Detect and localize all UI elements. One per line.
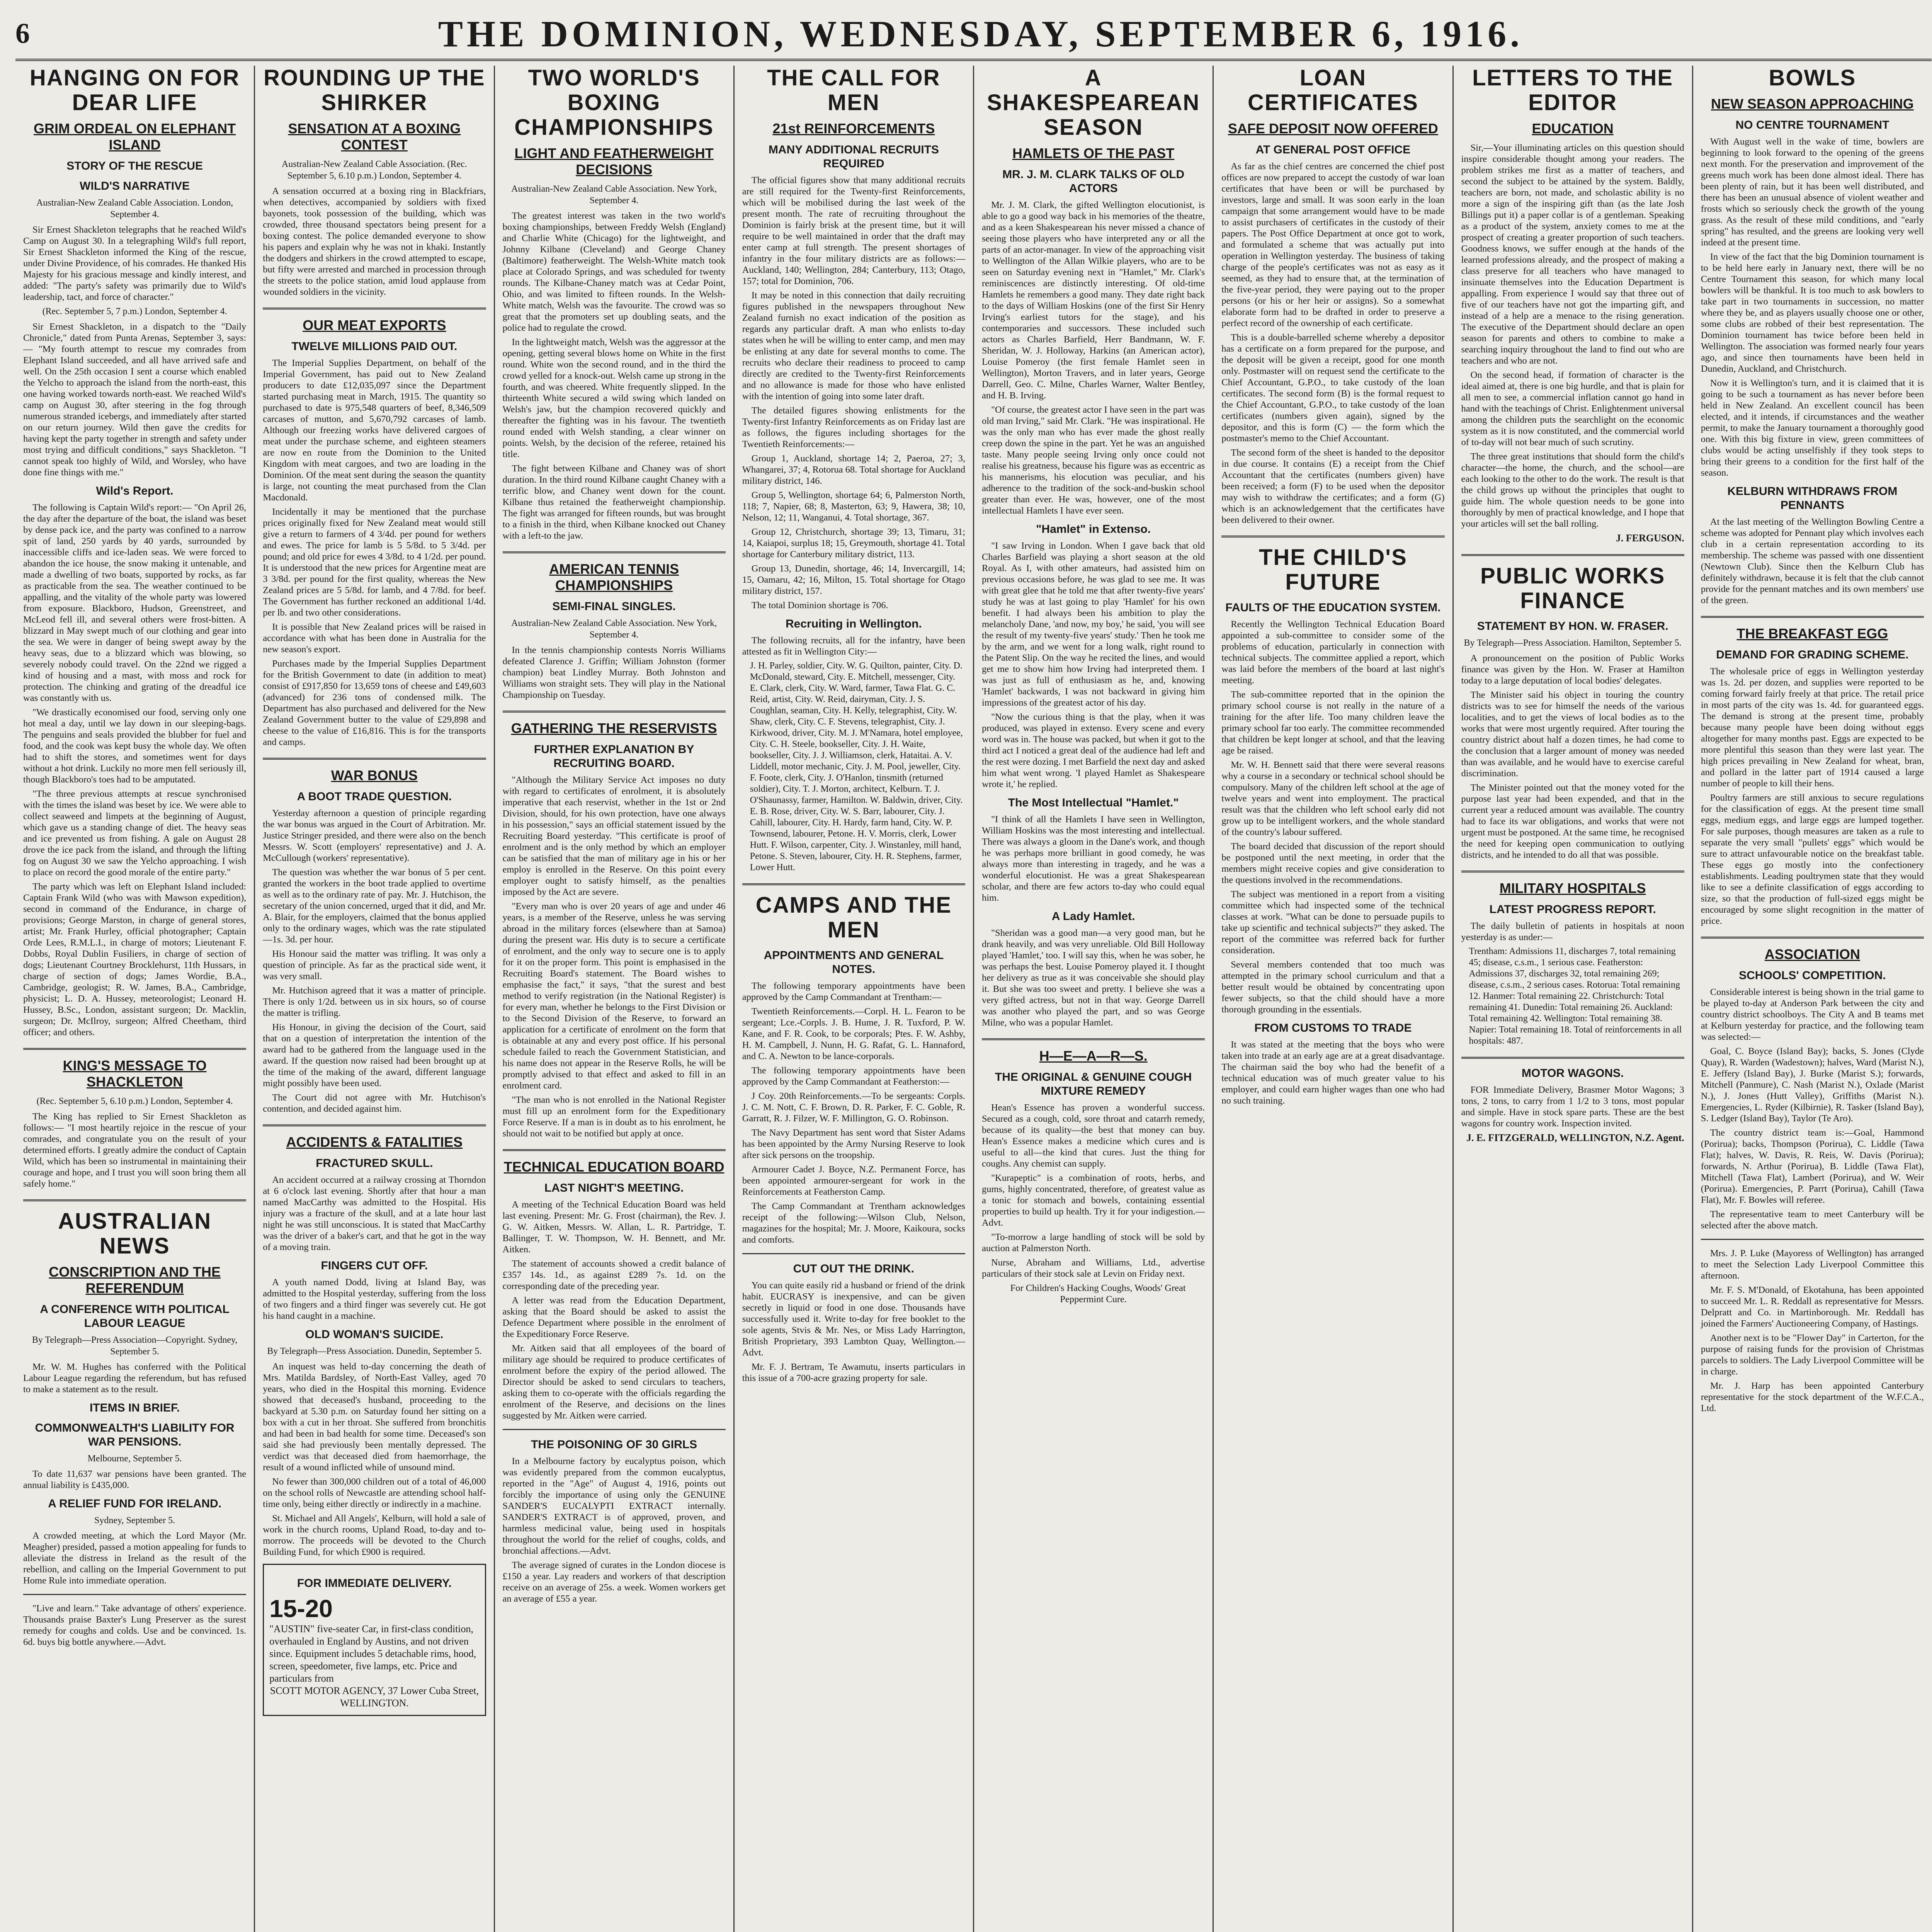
article-text: Sir Ernest Shackleton, in a dispatch to the "Daily Chronicle," dated from Punta Arenas, September 3, says:— "My fourth attempt to rescue my comrades from Elephant Island succeeded, and all have arrived safe and well. On the 25th occasion I sent a course which enabled the Yelcho to approach the island from the north-east, this one having worked towards north-east. We reached Wild's camp on August 30, after steering in the fog through numerous stranded icebergs, and immediately after started on our return journey. Wild then gave the credits for having kept the party together in strength and safety under most trying and difficult conditions," says Shackleton. "I cannot speak too highly of Wild, and Worsley, who have done fine things with me." — [23, 321, 247, 478]
subheadline: NO CENTRE TOURNAMENT — [1735, 119, 1889, 131]
article-text: The second form of the sheet is handed to the depositor in due course. It contains (E) a receipt from the Chief Accountant that the certificates (numbers given) have been received; a form (F) to be used when the depositor may wish to withdraw the certificates; and a form (G) which is an acknowledgement that the certificates have been delivered to their owner. — [1221, 447, 1445, 525]
article-text: "I saw Irving in London. When I gave back that old Charles Barfield was playing a short season at the old Royal. As I, with other amateurs, had assisted him on previous occasions before, he was glad to see me. It was with great glee that he told me that after twenty-five years' study he was at last going to play 'Hamlet' for his own benefit. I had always been his ambition to play the melancholy Dane, 'and now, my boy,' he said, 'you will see the result of my twenty-five years' study.' Then he took me by the arm, and we went for a long walk, right round to the Patent Slip. On the way he recited the lines, and would get me to show him how Irving had interpreted them. I was just as full of enthusiasm as he, and, knowing 'Hamlet' backwards, I was not backward in giving him impressions of the greatest actor of his day. — [982, 541, 1205, 708]
divider — [263, 758, 486, 760]
divider — [263, 1124, 486, 1126]
divider — [23, 1594, 246, 1595]
newspaper-title: THE DOMINION, WEDNESDAY, SEPTEMBER 6, 1916. — [438, 13, 1524, 54]
article-text: In the tennis championship contests Norris Williams defeated Clarence J. Griffin; William Johnston (former champion) beat Lindley Murray. Both Johnston and Williams won straight sets. They will play in the National Championship on Tuesday. — [502, 645, 726, 700]
ad-text: "AUSTIN" five-seater Car, in first-class condition, overhauled in England by Austins, and not driven since. Equipment includes 5 detachable rims, hood, screen, speedometer, five lamps, etc. Price and particulars from — [269, 1623, 476, 1684]
subheadline: A CONFERENCE WITH POLITICAL LABOUR LEAGUE — [40, 1303, 230, 1330]
article-text: The following is Captain Wild's report:— "On April 26, the day after the departure of the boat, the island was beset by dense pack ice, and the party was confined to a narrow spit of land, 250 yards by 40 yards, surrounded by inaccessible cliffs and ice-laden seas. We were forced to abandon the ice house, the snow making it untenable, and made a dwelling of two boats, supported by rocks, as far as practicable from the sea. The weather continued to be appalling, and the vitality of the whole party was lowered from exposure. Blackboro, Hudson, Greenstreet, and McLeod fell ill, and several others were frost-bitten. A blizzard in May swept much of our clothing and gear into the sea. We were in danger of being swept away by the heavy seas, due to a blizzard which was blowing, so severely nobody could travel. On the 22nd we rigged a kind of housing and a mast, with moss and rock for protection. The chinking and grating of the dreadful ice was constantly with us. — [23, 502, 247, 703]
article-text: Mr. W. M. Hughes has conferred with the Political Labour League regarding the referendum, but has refused to make a statement as to the result. — [23, 1362, 247, 1395]
headline: THE BREAKFAST EGG — [1736, 626, 1888, 641]
subheadline: FURTHER EXPLANATION BY RECRUITING BOARD. — [534, 743, 694, 770]
article-text: As far as the chief centres are concerned the chief post offices are now prepared to accept the custody of war loan certificates that have been or will be purchased by investors, large and small. It was soon early in the loan campaign that some arrangement would have to be made to assist purchasers of certificates in the custody of their papers. The Post Office Department at once got to work, and formulated a scheme that was actually put into operation in Wellington yesterday. The business of taking charge of the people's certificates was not as easy as it seemed, as they had to ensure that, at the termination of the five-year period, they were paying out to the proper persons (or his or her heir or assigns). So a somewhat elaborate form had to be drafted in order to preserve a perfect record of the ownership of each certificate. — [1221, 161, 1445, 328]
letter-text: On the second head, if formation of character is the ideal aimed at, there is one big hurdle, and that is plain for all men to see, a commercial inflation cannot go hand in hand with the teachings of Christ. Enlightenment universal among the children puts the searchlight on the economic system as it is now constituted, and the commercial world of to-day will not bear much of such scrutiny. — [1461, 370, 1684, 447]
article-text: The question was whether the war bonus of 5 per cent. granted the workers in the boot trade applied to overtime as well as to the ordinary rate of pay. Mr. J. Hutchison, the secretary of the union concerned, urged that it did, and Mr. A. Blair, for the employers, claimed that the bonus applied only to the ordinary wages, which was the rate stipulated—1s. 3d. per hour. — [263, 867, 486, 945]
headline: GATHERING THE RESERVISTS — [511, 720, 717, 736]
divider — [742, 1253, 965, 1254]
article-text: Mr. J. Harp has been appointed Canterbury representative for the stock department of the W.F.C.A., Ltd. — [1701, 1381, 1924, 1413]
column-8 — [1693, 66, 1932, 1932]
headline: THE CHILD'S FUTURE — [1259, 545, 1407, 595]
divider — [503, 711, 726, 713]
dateline: Australian-New Zealand Cable Association. New York, September 4. — [511, 618, 717, 640]
divider — [1701, 1239, 1924, 1240]
subheadline: FROM CUSTOMS TO TRADE — [1254, 1022, 1412, 1034]
article-text: The Minister pointed out that the money voted for the purpose last year had been expended, and that in the current year a reduced amount was available. The country had to face its war obligations, and works that were not urgent must be postponed. At the same time, he recognised the need for keeping open communication to outlying districts, and he intended to do all that was possible. — [1461, 782, 1684, 860]
article-text: Nurse, Abraham and Williams, Ltd., advertise particulars of their stock sale at Levin on Friday next. — [982, 1257, 1205, 1279]
subheadline: STORY OF THE RESCUE — [66, 160, 203, 172]
divider — [1461, 871, 1684, 872]
article-text: A sensation occurred at a boxing ring in Blackfriars, when detectives, accompanied by soldiers with fixed bayonets, took possession of the building, which was crowded, three thousand spectators being present for a boxing contest. The police demanded everyone to show his papers and explain why he was not in khaki. Instantly the dodgers and shirkers in the crowd attempted to escape, but fifty were arrested and marched in procession through the streets to the police station, amid loud applause from wounded soldiers in the vicinity. — [263, 186, 486, 297]
subheadline: CUT OUT THE DRINK. — [793, 1262, 915, 1275]
headline: ACCIDENTS & FATALITIES — [286, 1134, 463, 1150]
headline: AUSTRALIAN NEWS — [58, 1209, 212, 1259]
subheadline: FINGERS CUT OFF. — [321, 1259, 428, 1272]
article-text: In a Melbourne factory by eucalyptus poison, which was evidently prepared from the common eucalyptus, reported in the "Age" of August 4, 1916, points out forcibly the importance of using only the GENUINE SANDER'S EUCALYPTI EXTRACT internally. SANDER'S EXTRACT is of approved, proven, and harmless medicinal value, being used in hospitals throughout the world for the relief of coughs, colds, and bronchial affections.—Advt. — [502, 1456, 726, 1556]
ad-subheadline: THE ORIGINAL & GENUINE COUGH MIXTURE REMEDY — [995, 1071, 1192, 1097]
article-text: Group 13, Dunedin, shortage, 46; 14, Invercargill, 14; 15, Oamaru, 42; 16, Milton, 15. Total shortage for Otago military district, 157. — [742, 563, 965, 596]
column-3 — [495, 66, 735, 1932]
dateline: By Telegraph—Press Association. Dunedin, September 5. — [267, 1346, 482, 1356]
article-text: Yesterday afternoon a question of principle regarding the war bonus was argued in the Court of Arbitration. Mr. Justice Stringer presided, and there were also on the bench Messrs. W. Scott (employers' representative) and J. A. McCullough (workers' representative). — [263, 808, 486, 863]
subheadline: MR. J. M. CLARK TALKS OF OLD ACTORS — [1002, 168, 1185, 195]
headline: ASSOCIATION — [1764, 946, 1861, 962]
car-advertisement — [263, 1564, 486, 1716]
dateline: By Telegraph—Press Association—Copyright. Sydney, September 5. — [32, 1335, 238, 1357]
article-text: Now it is Wellington's turn, and it is claimed that it is going to be such a tournament as has never before been held in New Zealand. An excellent council has been elected, and it intends, if circumstances and the weather permit, to make the January tournament a thoroughly good one. With this big fixture in view, green committees of clubs would be acting unselfishly if they took steps to bring their greens to a condition for the first half of the season. — [1701, 378, 1924, 478]
article-text: A pronouncement on the position of Public Works finance was given by the Hon. W. Fraser at Hamilton today to a large deputation of local bodies' delegates. — [1461, 653, 1684, 686]
article-text: The greatest interest was taken in the two world's boxing championships, between Freddy Welsh (England) and Charlie White (Chicago) for the lightweight, and Johnny Kilbane (Cleveland) and George Chaney (Baltimore) featherweight. The Welsh-White match took place at Colorado Springs, and was scheduled for twenty rounds. The Kilbane-Chaney match was at Cedar Point, Ohio, and was limited to fifteen rounds. In the Welsh-White match, Welsh was the favourite. The crowd was so great that the promoters set up doubling seats, and the police had to regulate the crowd. — [502, 211, 726, 333]
subheadline: FAULTS OF THE EDUCATION SYSTEM. — [1225, 601, 1441, 614]
divider — [1701, 616, 1924, 618]
columns — [15, 66, 1932, 1932]
article-text: The country district team is:—Goal, Hammond (Porirua); backs, Thompson (Porirua), C. Liddle (Tawa Flat); halves, W. Davis, R. Reis, W. Davis (Porirua); forwards, N. Arthur (Porirua), B. Liddle (Tawa Flat), Mitchell (Tawa Flat), Lambert (Porirua), and W. Weir (Porirua). Emergencies, P. Parrt (Porirua), Cahill (Tawa Flat), Mr. F. Bowles will referee. — [1701, 1128, 1924, 1205]
divider — [503, 1429, 726, 1430]
divider — [742, 883, 965, 885]
subheadline: Wild's Report. — [96, 485, 173, 497]
headline: KING'S MESSAGE TO SHACKLETON — [63, 1058, 207, 1090]
subheadline: Recruiting in Wellington. — [785, 617, 922, 630]
advertisement: For Children's Hacking Coughs, Woods' Great Peppermint Cure. — [1010, 1283, 1186, 1304]
article-text: "I think of all the Hamlets I have seen in Wellington, William Hoskins was the most interesting and intellectual. There was always a gloom in the Dane's work, and though he was perhaps more brilliant in good comedy, he was always more than interesting in tragedy, and he was a wonderful elocutionist. He was a great Shakespearean scholar, and there are few actors to-day who could equal him. — [982, 814, 1205, 903]
headline: TWO WORLD'S BOXING CHAMPIONSHIPS — [514, 66, 714, 140]
subheadline: STATEMENT BY HON. W. FRASER. — [1477, 620, 1668, 633]
subheadline: A BOOT TRADE QUESTION. — [297, 790, 452, 803]
article-text: Twentieth Reinforcements.—Corpl. H. L. Fearon to be sergeant; Lce.-Corpls. J. B. Hume, J. R. Tuxford, P. W. Kane, and F. R. Cook, to be corporals; Ptes. F. W. Ashby, H. M. Campbell, J. Nunn, H. G. Rafat, G. L. Hannaford, and C. A. Newton to be lance-corporals. — [742, 1006, 965, 1061]
article-text: "Sheridan was a good man—a very good man, but he drank heavily, and was very unreliable. Old Bill Holloway played 'Hamlet,' too. I will say this, when he was sober, he was perhaps the best. Louise Pomeroy played it. I thought her delivery as true as it was conceivable she should play it. But she was too sweet and pretty. I believe she was a very gifted actress, but not in that way. George Darrell was another who played the part, and so was George Milne, who was a popular Hamlet. — [982, 928, 1205, 1028]
article-text: His Honour, in giving the decision of the Court, said that on a question of interpretation the intention of the award had to be gathered from the language used in the award. If the question now raised had been brought up at the time of the making of the award, different language might possibly have been used. — [263, 1022, 486, 1088]
ad-signature: J. E. FITZGERALD, WELLINGTON, N.Z. Agent. — [1466, 1132, 1684, 1143]
divider — [263, 308, 486, 310]
subheadline: ITEMS IN BRIEF. — [89, 1401, 180, 1414]
article-text: The representative team to meet Canterbury will be selected after the above match. — [1701, 1209, 1924, 1231]
column-5 — [974, 66, 1214, 1932]
article-text: "We drastically economised our food, serving only one hot meal a day, until we lay down in our sleeping-bags. The penguins and seals provided the blubber for fuel and food, and the cook was kept busy the whole day. We often had to shift the stores, and sometimes went for days without a hot drink. Luckily no more men fell seriously ill, though Blackboro's toes had to be amputated. — [23, 707, 247, 785]
column-6 — [1214, 66, 1453, 1932]
headline: HANGING ON FOR DEAR LIFE — [29, 66, 240, 115]
article-text: J Coy. 20th Reinforcements.—To be sergeants: Corpls. J. C. M. Nott, C. F. Brown, D. R. Parker, F. C. Goble, R. Garratt, R. J. Filzer, W. F. Millington, G. O. Robinson. — [742, 1091, 965, 1124]
dateline: Australian-New Zealand Cable Association. New York, September 4. — [511, 184, 717, 206]
headline: THE CALL FOR MEN — [767, 66, 940, 115]
article-text: The party which was left on Elephant Island included: Captain Frank Wild (who was with Mawson expedition), second in command of the Endurance, in charge of provisions; George Marston, in charge of general stores, artist; Mr. Frank Hurley, official photographer; Captain Orde Lees, R.M.L.I., in charge of motors; Lieutenant F. Dobbs, Royal Dublin Fusiliers, in charge of section of dogs; Lieutenant Courtney Brocklehurst, 11th Hussars, in charge of section of dogs; James Wordie, B.A., Cambridge, geologist; R. W. James, B.A., Cambridge, physicist; L. D. A. Hussey, meteorologist; Leonard H. Hussey, B.Sc., London, assistant surgeon; Dr. Macklin, surgeon; Dr. McIlroy, surgeon; Alfred Cheetham, third officer; and others. — [23, 881, 247, 1037]
divider — [503, 1149, 726, 1151]
article-text: The Imperial Supplies Department, on behalf of the Imperial Government, has paid out to New Zealand producers to date £12,035,097 since the Department started purchasing meat in March, 1915. The quantity so purchased to date is 975,548 quarters of beef, 8,346,509 carcases of mutton, and 5,670,792 carcases of lamb. Although our freezing works have delivered cargoes of meat under the purchase scheme, and eighteen steamers are now en route from the Dominion to the United Kingdom with meat cargoes, and two are loading in the Dominion. Of the meat sent during the season the quantity is large, not counting the meat purchased from the Clan Macdonald. — [263, 358, 486, 503]
article-text: The official figures show that many additional recruits are still required for the Twenty-first Reinforcements, which will be mobilised during the last week of the present month. The rate of recruiting throughout the Dominion is fairly brisk at the present time, but it will require to be well maintained in order that the draft may enter camp at full strength. The present shortages of infantry in the four military districts are as follows:—Auckland, 140; Wellington, 284; Canterbury, 113; Otago, 157; total for Dominion, 706. — [742, 175, 965, 286]
subheadline: SEMI-FINAL SINGLES. — [552, 600, 676, 613]
article-text: Mr. W. H. Bennett said that there were several reasons why a course in a secondary or technical school should be compulsory. Many of the children left school at the age of twelve years and went into employment. The practical result was that the children who left school early did not grow up to be intelligent workers, and the whole standard of the country's labour suffered. — [1221, 760, 1445, 837]
article-text: It may be noted in this connection that daily recruiting figures published in the newspapers throughout New Zealand furnish no exact indication of the position as regards any particular draft. A man who enlists to-day states when he will be willing to enter camp, and men may be enlisting at any date for several months to come. The recruits who declare their readiness to proceed to camp directly are credited to the Twenty-first Reinforcements and no allowance is made for those who have enlisted with the intention of going into some later draft. — [742, 290, 965, 401]
article-text: The fight between Kilbane and Chaney was of short duration. In the third round Kilbane caught Chaney with a terrific blow, and Chaney went down for the count. Kilbane thus retained the featherweight championship. The fight was arranged for fifteen rounds, but was brought to a finish in the third, when Kilbane knocked out Chaney with a left-to the jaw. — [502, 463, 726, 541]
article-text: Goal, C. Boyce (Island Bay); backs, S. Jones (Clyde Quay), R. Warden (Wadestown); halves, Ward (Marist N.), E. Jeffery (Island Bay), J. Burke (Marist S.); forwards, Mitchell (Panmure), C. Nash (Marist N.), Oxlade (Marist N.), J. Jones (Hutt Valley), Griffiths (Marist N.). Emergencies, L. Ryder (Kilbirnie), R. Tasker (Island Bay), S. Ledger (Island Bay), Taylor (Te Aro). — [1701, 1046, 1924, 1124]
subheadline: APPOINTMENTS AND GENERAL NOTES. — [764, 949, 944, 976]
dateline: (Rec. September 5, 7 p.m.) London, September 4. — [42, 306, 227, 316]
subheadline: 21st REINFORCEMENTS — [772, 121, 935, 136]
dateline: Australian-New Zealand Cable Association. London, September 4. — [36, 198, 233, 219]
subheadline: EDUCATION — [1532, 121, 1614, 136]
subheadline: CONSCRIPTION AND THE REFERENDUM — [49, 1264, 221, 1296]
advertisement: You can quite easily rid a husband or friend of the drink habit. EUCRASY is inexpensive, and can be given secretly in liquid or food in one dose. Thousands have successfully used it. Write to-day for free booklet to the sole agents, Stvis & Mr. Nes, or Miss Lady Harrington, British Proprietary, 393 Lambton Quay, Wellington.—Advt. — [742, 1280, 965, 1358]
article-text: With August well in the wake of time, bowlers are beginning to look forward to the opening of the greens next month. For the preservation and improvement of the greens much work has been done almost ideal. There has been plenty of rain, but it has been well distributed, and there has been an unusual absence of violent weather and frosts which so seriously check the growth of the young grass. As the result of these mild conditions, and "early spring" has resulted, and the greens are looking very well indeed at the present time. — [1701, 136, 1924, 248]
divider — [23, 1048, 246, 1050]
hospital-list: Trentham: Admissions 11, discharges 7, total remaining 45; disease, c.s.m., 1 serious case. Featherston: Admissions 37, discharges 32, total remaining 269; disease, c.s.m., 2 serious cases. Rotorua: Total remaining 12. Hanmer: Total remaining 22. Christchurch: Total remaining 41. Dunedin: Total remaining 26. Auckland: Total remaining 42. Wellington: Total remaining 38. Napier: Total remaining 18. Total of reinforcements in all hospitals: 487. — [1469, 946, 1682, 1046]
article-text: The average signed of curates in the London diocese is £150 a year. Lay readers and workers of that description receive on an average of 25s. a week. Women workers get an average of £55 a year. — [502, 1560, 726, 1604]
subheadline: GRIM ORDEAL ON ELEPHANT ISLAND — [33, 121, 236, 153]
subheadline: HAMLETS OF THE PAST — [1012, 145, 1175, 161]
dateline: Australian-New Zealand Cable Association. (Rec. September 5, 6.10 p.m.) London, September 4. — [281, 159, 467, 181]
article-text: A crowded meeting, at which the Lord Mayor (Mr. Meagher) presided, passed a motion appealing for funds to alleviate the distress in Ireland as the result of the rebellion, and calling on the Imperial Government to put Home Rule into immediate operation. — [23, 1531, 247, 1586]
article-text: The Minister said his object in touring the country districts was to see for himself the needs of the various localities, and to get the views of local bodies as to the works that were most urgently required. After touring the country district about half a dozen times, he had come to the conclusion that a larger amount of money was needed than was available, and he would have to exercise careful discrimination. — [1461, 690, 1684, 779]
divider — [1221, 536, 1444, 537]
advertisement: "Live and learn." Take advantage of others' experience. Thousands praise Baxter's Lung Preserver as the surest remedy for coughs and colds. Use and be convinced. 1s. 6d. buys big bottle anywhere.—Advt. — [23, 1603, 247, 1647]
article-text: "Every man who is over 20 years of age and under 46 years, is a member of the Reserve, unless he was serving abroad in the military forces (elsewhere than at Samoa) during the present war. His duty is to secure a certificate of enrolment, and the only way to secure one is to apply for it on the proper form. This point is emphasised in the Recruiting Board's statement. The Board wishes to emphasise the fact," it says, "that the surest and best method to verify registration (in the National Register) is for every man, whether he belongs to the First Division or to the Second Division of the Reserve, to forward an application for a certificate of enrolment on the form that is obtainable at any and every post office. If his personal schedule failed to reach the Government Statistician, and his name does not appear in the Reserve Rolls, he will be promptly advised to that effect and asked to fill in an enrolment card. — [502, 901, 726, 1091]
article-text: In the lightweight match, Welsh was the aggressor at the opening, getting several blows home on White in the first round. White won the second round, and in the third the crowd yelled for a knock-out. Welsh came up strong in the fourth, and was cheered. White frequently slipped. In the thirteenth White secured a wild swing which landed on Welsh's jaw, but the champion recovered quickly and thereafter the fighting was in his favour. The twentieth round ended with Welsh standing, a clear winner on points. Welsh, by the decision of the referee, retained his title. — [502, 337, 726, 459]
article-text: Another next is to be "Flower Day" in Carterton, for the purpose of raising funds for the provision of Christmas parcels to soldiers. The Lady Liverpool Committee will be in charge. — [1701, 1333, 1924, 1377]
article-text: Group 1, Auckland, shortage 14; 2, Paeroa, 27; 3, Whangarei, 37; 4, Rotorua 68. Total shortage for Auckland military district, 146. — [742, 453, 965, 486]
ad-heading: FOR IMMEDIATE DELIVERY. — [297, 1577, 452, 1590]
article-text: The King has replied to Sir Ernest Shackleton as follows:— "I most heartily rejoice in the rescue of your comrades, and congratulate you on the result of your determined efforts. I greatly admire the conduct of Captain Wild, which has been so instrumental in maintaining their courage and hope, and I trust you will soon bring them all safely home." — [23, 1111, 247, 1189]
article-text: The Camp Commandant at Trentham acknowledges receipt of the following:—Wilson Club, Nelson, magazines for the hospital; Mr. J. Moore, Kaikoura, socks and comforts. — [742, 1201, 965, 1245]
article-text: Considerable interest is being shown in the trial game to be played to-day at Anderson Park between the city and country district schoolboys. The City A and B teams met at Kelburn yesterday for practice, and the following team was selected:— — [1701, 987, 1924, 1042]
headline: OUR MEAT EXPORTS — [303, 317, 446, 333]
headline: LETTERS TO THE EDITOR — [1472, 66, 1673, 115]
article-text: The wholesale price of eggs in Wellington yesterday was 1s. 2d. per dozen, and supplies were reported to be coming forward fairly freely at that price. The retail price in most parts of the city was 1s. 4d. for guaranteed eggs. The demand is strong at the present time, probably because many people have been doing without eggs altogether for many months past. Eggs are expected to be more plentiful this season than they were last year. The high prices prevailing in New Zealand for wheat, bran, and pollard in the latter part of 1914 caused a large number of people to kill their hens. — [1701, 666, 1924, 789]
article-text: An inquest was held to-day concerning the death of Mrs. Matilda Bardsley, of North-East Valley, aged 70 years, who died in the Hospital this morning. Evidence showed that deceased's husband, proceeding to the backyard at 5.30 p.m. on Saturday found her sitting on a box with a cut in her throat. She suffered from bronchitis and had been in bad health for some time. Deceased's son said she had previously been mentally depressed. The verdict was that deceased died from haemorrhage, the result of a wound inflicted while of unsound mind. — [263, 1361, 486, 1473]
page-number: 6 — [15, 17, 30, 49]
article-text: Poultry farmers are still anxious to secure regulations for the classification of eggs. At the present time small eggs, medium eggs, and large eggs are lumped together. For sale purposes, though measures are taken as a rule to separate the very small "pullets' eggs" which would be sure to attract unfavourable notice on the breakfast table. These eggs go mostly into the confectionery establishments. Leading poultrymen state that they would like to see a definite classification of eggs according to size, so that the production of full-sized eggs might be encouraged by some slight recognition in the matter of price. — [1701, 793, 1924, 926]
article-text: The following temporary appointments have been approved by the Camp Commandant at Trentham:— — [742, 981, 965, 1002]
article-text: Mrs. J. P. Luke (Mayoress of Wellington) has arranged to meet the Selection Lady Liverpool Committee this afternoon. — [1701, 1248, 1924, 1281]
column-7 — [1454, 66, 1693, 1932]
column-4 — [735, 66, 974, 1932]
letter-signature: J. FERGUSON. — [1616, 532, 1684, 544]
divider — [503, 551, 726, 553]
article-text: Recently the Wellington Technical Education Board appointed a sub-committee to consider some of the problems of education, particularly in connection with technical subjects. The committee applied a report, which was laid before the members of the board at last night's meeting. — [1221, 619, 1445, 685]
subheadline: SENSATION AT A BOXING CONTEST — [288, 121, 461, 153]
article-text: "The three previous attempts at rescue synchronised with the times the island was beset by ice. We were able to collect seaweed and limpets at the beginning of August, which gave us a standing change of diet. The heavy seas and ice prevented us from fishing. A gale on August 28 drove the ice pack from the island, and through the lifting fog on August 30 we saw the Yelcho approaching. I wish to place on record the good morale of the entire party." — [23, 789, 247, 878]
article-text: It was stated at the meeting that the boys who were taken into trade at an early age are at a great disadvantage. The chairman said the boy who had the benefit of a technical education was of much greater value to his employer, and could earn higher wages than one who had no such training. — [1221, 1039, 1445, 1106]
advertisement: "Kurapeptic" is a combination of roots, herbs, and gums, highly concentrated, therefore, of greatest value as a tonic for stomach and bowels, containing essential properties to build up health. Try it for your indigestion.—Advt. — [982, 1173, 1205, 1228]
divider — [1461, 554, 1684, 556]
article-text: Group 5, Wellington, shortage 64; 6, Palmerston North, 118; 7, Napier, 68; 8, Masterton, 63; 9, Hawera, 38; 10, Nelson, 12; 11, Wanganui, 4. Total shortage, 367. — [742, 490, 965, 523]
subheadline: SCHOOLS' COMPETITION. — [1739, 969, 1886, 982]
article-text: Group 12, Christchurch, shortage 39; 13, Timaru, 31; 14, Kaiapoi, surplus 18; 15, Greymouth, shortage 41. Total shortage for Canterbury military district, 113. — [742, 527, 965, 560]
article-text: "Although the Military Service Act imposes no duty with regard to certificates of enrolment, it is absolutely imperative that each reservist, whether in the 1st or 2nd Division, should, for his own protection, have one always in his possession," says an official statement issued by the Recruiting Board yesterday. "This certificate is proof of enrolment and is the only method by which an employer can be satisfied that the man of military age in his or her employ is enrolled in the Reserve. On this point every employer ought to satisfy himself, as the penalties imposed by the Act are severe. — [502, 775, 726, 897]
subheadline: AT GENERAL POST OFFICE — [1255, 143, 1411, 156]
ad-signature: SCOTT MOTOR AGENCY, 37 Lower Cuba Street, WELLINGTON. — [270, 1685, 479, 1709]
ad-headline: H—E—A—R—S. — [1039, 1048, 1148, 1064]
subheadline: COMMONWEALTH'S LIABILITY FOR WAR PENSIONS. — [35, 1422, 235, 1448]
article-text: An accident occurred at a railway crossing at Thorndon at 6 o'clock last evening. Shortly after that hour a man named MacCarthy was admitted to the Hospital. His injury was a fracture of the skull, and at a late hour last night he was still unconscious. It is stated that MacCarthy was the driver of a baker's cart, and that he got in the way of a moving train. — [263, 1175, 486, 1252]
subheadline: DEMAND FOR GRADING SCHEME. — [1716, 648, 1909, 661]
article-text: No fewer than 300,000 children out of a total of 46,000 on the school rolls of Newcastle are attending school half-time only, being either directly or indirectly in a machine. — [263, 1476, 486, 1509]
divider — [1461, 1057, 1684, 1059]
headline: BOWLS — [1769, 66, 1856, 90]
subheadline: "Hamlet" in Extenso. — [1036, 523, 1151, 536]
subheadline: WILD'S NARRATIVE — [80, 180, 190, 192]
article-text: "The man who is not enrolled in the National Register must fill up an enrolment form for the Expeditionary Force Reserve. If a man is in doubt as to his enrolment, he should not wait to be notified but apply at once. — [502, 1095, 726, 1139]
article-text: Mr. J. M. Clark, the gifted Wellington elocutionist, is able to go a good way back in his memories of the theatre, and as a keen Shakespearean his never missed a chance of seeing those players who have interpreted any or all the parts of an actor-manager. In view of the approaching visit to Wellington of the Allan Wilkie players, who are to be seen on Saturday evening next in "Hamlet," Mr. Clark's reminiscences are distinctly interesting. Of old-time Hamlets he remembers a good many. They date right back to the days of William Hoskins (one of the first Sir Henry Irving's earliest tutors for the stage), and his contemporaries and successors. These included such actors as Charles Barfield, Herr Bandmann, W. F. Sheridan, W. J. Holloway, Harkins (an American actor), Louise Pomeroy (the first female Hamlet seen in Wellington), Morton Travers, and in later years, George Darrell, Geo. C. Milne, Charles Warner, Walter Bentley, and H. B. Irving. — [982, 200, 1205, 401]
article-text: The Navy Department has sent word that Sister Adams has been appointed by the Army Nursing Reserve to look after sick persons on the troopship. — [742, 1128, 965, 1160]
article-text: The Court did not agree with Mr. Hutchison's contention, and decided against him. — [263, 1092, 486, 1114]
masthead — [15, 9, 1932, 61]
article-text: His Honour said the matter was trifling. It was only a question of principle. As far as the practical side went, it was very small. — [263, 949, 486, 981]
subheadline: TWELVE MILLIONS PAID OUT. — [291, 340, 457, 353]
column-1 — [15, 66, 255, 1932]
divider — [23, 1199, 246, 1201]
recruit-list: J. H. Parley, soldier, City. W. G. Quilton, painter, City. D. McDonald, steward, City. E. Mitchell, messenger, City. E. Clark, clerk, City. W. Ward, farmer, Tawa Flat. G. C. Reid, artist, City. W. Reid, dairyman, City. J. S. Coughlan, seaman, City. H. Kelly, telegraphist, City. W. Shaw, clerk, City. C. F. Stevens, telegraphist, City. J. Kirkwood, driver, City. M. J. M'Namara, hotel employee, City. C. H. Steele, bookseller, City. J. H. Waite, bookseller, City. J. J. Williamson, clerk, Hataitai. A. V. Liddell, motor mechanic, City. J. M. Pool, jeweller, City. F. Foote, clerk, City. J. O'Hanlon, tinsmith (returned soldier), City. T. J. Morton, architect, Kelburn. T. J. O'Shaunassy, farmer, Hamilton. W. Baldwin, driver, City. E. B. Rose, driver, City. W. S. Barr, labourer, City. J. Cahill, labourer, City. H. Hardy, farm hand, City. W. P. Townsend, labourer, Petone. H. V. Morris, clerk, Lower Hutt. F. Wilson, carpenter, City. J. Winstanley, mill hand, Petone. S. Steven, labourer, City. H. R. Stephens, farmer, Lower Hutt. — [750, 661, 963, 872]
column-2 — [255, 66, 495, 1932]
advertisement: Hean's Essence has proven a wonderful success. Secured as a cough, cold, sore throat and catarrh remedy, because of its quality—the best that money can buy. Hean's Essence makes a medicine which cures and is useful to all—the kind that cures. Just the thing for coughs. Any chemist can supply. — [982, 1102, 1205, 1169]
ad-price: 15-20 — [269, 1595, 333, 1622]
subheadline: OLD WOMAN'S SUICIDE. — [305, 1328, 444, 1341]
divider — [982, 1038, 1205, 1040]
letter-text: Sir,—Your illuminating articles on this question should inspire considerable thought among your readers. The problem strikes me first as a matter of teachers, and second the subject to be attained by the system. Baldly, teachers are born, not made, and scholastic ability is no more a sign of the inspiring gift than (as the late Josh Billings put it) a paper collar is of a gentleman. Speaking as a product of the system, anxiety comes to me at the prospect of creating a greater proportion of such teachers. Goodness knows, we suffer enough at the hands of the learned professions already, and the prospect of making a class preserve for all teachers who have managed to insinuate themselves into the Education Department is appalling. From experience I would say that three out of five of our teachers have not got the imparting gift, and instead of a help are a menace to the rising generation. The executive of the Department should declare an open season for parents and others to combine to make a searching inquiry throughout the land to find out who are teachers and who are not. — [1461, 143, 1684, 366]
subheadline: THE POISONING OF 30 GIRLS — [531, 1438, 697, 1451]
article-text: "Now the curious thing is that the play, when it was produced, was played in extenso. Every scene and every word was in. The house was packed, but when it got to the third act I noticed a great deal of the audience had left and the rest were dozing. I met Barfield the next day and asked him what went wrong. 'I played Hamlet as Shakespeare wrote it,' he replied. — [982, 712, 1205, 789]
article-text: The following temporary appointments have been approved by the Camp Commandant at Featherston:— — [742, 1065, 965, 1087]
article-text: At the last meeting of the Wellington Bowling Centre a scheme was adopted for Pennant play which involves each club in a certain representation according to its membership. The scheme was passed with one dissentient (Newtown Club). Since then the Kelburn Club has definitely withdrawn, because it is felt that the club cannot provide for the pennant matches and its own members' use of the green. — [1701, 517, 1924, 605]
headline: CAMPS AND THE MEN — [755, 893, 952, 942]
article-text: A letter was read from the Education Department, asking that the Board should be asked to assist the Defence Department where possible in the enrolment of the Expeditionary Force Reserve. — [502, 1295, 726, 1339]
headline: LOAN CERTIFICATES — [1247, 66, 1418, 115]
article-text: The sub-committee reported that in the opinion the primary school course is not really in the nature of a training for the after life. Too many children leave the primary school far too early. The committee recommended that children be kept longer at school, and that the leaving age be raised. — [1221, 689, 1445, 756]
subheadline: A Lady Hamlet. — [1051, 910, 1135, 923]
article-text: The statement of accounts showed a credit balance of £357 14s. 1d., as against £289 7s. 1d. on the corresponding date of the preceding year. — [502, 1259, 726, 1291]
article-text: The daily bulletin of patients in hospitals at noon yesterday is as under:— — [1461, 921, 1684, 942]
subheadline: A RELIEF FUND FOR IRELAND. — [48, 1497, 222, 1510]
article-text: Mr. Hutchison agreed that it was a matter of principle. There is only 1/2d. between us in six hours, so of course the matter is trifling. — [263, 985, 486, 1018]
subheadline: KELBURN WITHDRAWS FROM PENNANTS — [1727, 485, 1898, 512]
subheadline: LATEST PROGRESS REPORT. — [1489, 903, 1656, 916]
article-text: The following recruits, all for the infantry, have been attested as fit in Wellington City:— — [742, 635, 965, 657]
subheadline: LIGHT AND FEATHERWEIGHT DECISIONS — [514, 145, 714, 177]
subheadline: FRACTURED SKULL. — [316, 1157, 433, 1170]
article-text: Purchases made by the Imperial Supplies Department for the British Government to date (in addition to meat) consist of £917,850 for 13,659 tons of cheese and £49,603 (advanced) for 236 tons of condensed milk. The Department has also purchased and delivered for the New Zealand Government butter to the value of £29,898 and cheese to the value of £16,816. This is for the transports and camps. — [263, 658, 486, 747]
article-text: A meeting of the Technical Education Board was held last evening. Present: Mr. G. Frost (chairman), the Rev. J. G. W. Aitken, Messrs. W. Allan, L. R. Partridge, T. Ballinger, T. W. Thompson, W. H. Bennett, and Mr. Aitken. — [502, 1199, 726, 1255]
headline: ROUNDING UP THE SHIRKER — [264, 66, 485, 115]
subheadline: LAST NIGHT'S MEETING. — [544, 1182, 684, 1194]
article-text: Incidentally it may be mentioned that the purchase prices originally fixed for New Zealand meat would still give a return to farmers of 4 3/4d. per pound for wethers and ewes. The price for lamb is 5 5/8d. to 5 3/4d. per pound; and old price for ewes 4 3/8d. to 4 1/2d. per pound. It is understood that the new prices for Argentine meat are 3 3/8d. per pound for the first quality, whereas the New Zealand prices are 5 5/8d. for lamb, and 4 7/8d. for beef. The Government has further reckoned an additional 1/4d. per lb. and two other considerations. — [263, 507, 486, 618]
article-text: A youth named Dodd, living at Island Bay, was admitted to the Hospital yesterday, suffering from the loss of two fingers and a third finger was severely cut. He got his hand caught in a machine. — [263, 1277, 486, 1321]
article-text: The detailed figures showing enlistments for the Twenty-first Infantry Reinforcements as on Friday last are as follows, the figures including shortages for the Twentieth Reinforcements:— — [742, 405, 965, 449]
article-text: In view of the fact that the big Dominion tournament is to be held here early in January next, there will be no Centre Tournament this season, for which many local bowlers will be thankful. It is too much to ask bowlers to take part in two tournaments in succession, no matter where they be, and as players usually choose one or other, some clubs are robbed of their best representation. The Dominion tournament has twice before been held in Wellington. The association was formed nearly four years ago, and since then tournaments have been held in Dunedin, Auckland, and Christchurch. — [1701, 252, 1924, 374]
article-text: Sir Ernest Shackleton telegraphs that he reached Wild's Camp on August 30. In a telegraphing Wild's full report, Sir Ernest Shackleton informed the King of the rescue, under Divine Providence, of his comrades. He thanked His Majesty for his gracious message and kindly interest, and added: "The party's safety was primarily due to Wild's leadership, tact, and force of character." — [23, 224, 247, 302]
article-text: Mr. Aitken said that all employees of the board of military age should be required to produce certificates of enrolment before the expiry of the period allowed. The Director should be asked to send circulars to teachers, asking them to co-operate with the officials regarding the enrolment of the Reserve, and decisions on the lines suggested by Mr. Aitken were carried. — [502, 1343, 726, 1421]
article-text: The total Dominion shortage is 706. — [751, 600, 888, 611]
dateline: By Telegraph—Press Association. Hamilton, September 5. — [1464, 638, 1682, 648]
dateline: Sydney, September 5. — [94, 1515, 175, 1526]
divider — [1701, 937, 1924, 939]
dateline: (Rec. September 5, 6.10 p.m.) London, September 4. — [36, 1096, 233, 1106]
subheadline: MANY ADDITIONAL RECRUITS REQUIRED — [768, 143, 939, 170]
article-text: "To-morrow a large handling of stock will be sold by auction at Palmerston North. — [982, 1232, 1205, 1253]
article-text: To date 11,637 war pensions have been granted. The annual liability is £435,000. — [23, 1469, 247, 1490]
headline: WAR BONUS — [331, 767, 418, 783]
headline: AMERICAN TENNIS CHAMPIONSHIPS — [549, 561, 679, 593]
article-text: "Of course, the greatest actor I have seen in the part was old man Irving," said Mr. Clark. "He was inspirational. He was the only man who has ever made the ghost really creep down the spine in the part. Yet he was an anguished taste. Many people seeing Irving only once could not realise his greatness, because his figure was as eccentric as his mannerisms, his elocution was peculiar, and his adherence to the tradition of the sock-and-buskin school greater than ever. He was, however, one of the most intellectual Hamlets I have ever seen. — [982, 405, 1205, 516]
article-text: Several members contended that too much was attempted in the primary school curriculum and that a better result would be obtained by concentrating upon fewer subjects, so that the child should have a more thorough grounding in the essentials. — [1221, 959, 1445, 1015]
subheadline: SAFE DEPOSIT NOW OFFERED — [1228, 121, 1438, 136]
article-text: It is possible that New Zealand prices will be raised in accordance with what has been done in Australia for the new season's export. — [263, 622, 486, 655]
article-text: This is a double-barrelled scheme whereby a depositor has a certificate on a form prepared for the purpose, and the deposit will be given a receipt, good for one month only. Postmaster will on request send the certificate to the Chief Accountant, G.P.O., to take custody of the loan certificates. The second form (B) is the formal request to the Chief Accountant, G.P.O., to take custody of the loan certificates (numbers given again), signed by the depositor, and this is form (C) — the form which the postmaster's memo to the Chief Accountant. — [1221, 332, 1445, 444]
ad-headline: MOTOR WAGONS. — [1521, 1067, 1624, 1080]
article-text: Armourer Cadet J. Boyce, N.Z. Permanent Force, has been appointed armourer-sergeant for work in the Reinforcements at Featherston Camp. — [742, 1164, 965, 1197]
headline: TECHNICAL EDUCATION BOARD — [503, 1159, 724, 1175]
article-text: St. Michael and All Angels', Kelburn, will hold a sale of work in the church rooms, Upland Road, to-day and to-morrow. The proceeds will be devoted to the Church Building Fund, for which £900 is required. — [263, 1513, 486, 1557]
letter-text: The three great institutions that should form the child's character—the home, the church, and the school—are each looking to the other to do the work. The result is that the child grows up without the principles that ought to guide him. The whole question needs to be gone into thoroughly by men of practical knowledge, and I hope that your articles will set the ball rolling. — [1461, 451, 1684, 529]
headline: MILITARY HOSPITALS — [1499, 880, 1646, 896]
subheadline: NEW SEASON APPROACHING — [1711, 96, 1914, 112]
article-text: The board decided that discussion of the report should be postponed until the next meeting, in order that the members might receive copies and give consideration to the questions involved in the recommendations. — [1221, 841, 1445, 885]
headline: A SHAKESPEAREAN SEASON — [986, 66, 1200, 140]
headline: PUBLIC WORKS FINANCE — [1480, 563, 1665, 613]
article-text: The subject was mentioned in a report from a visiting committee which had inspected some of the technical classes at work. "What can be done to persuade pupils to take up scientific and technical subjects?" they asked. The report of the committee was referred back for further consideration. — [1221, 889, 1445, 956]
subheadline: The Most Intellectual "Hamlet." — [1008, 796, 1179, 809]
advertisement: FOR Immediate Delivery, Brasmer Motor Wagons; 3 tons, 2 tons, to carry from 1 1/2 to 3 tons, most popular and simple. Have in stock spare parts. These are the best wagons for country work. Inspection invited. — [1461, 1085, 1684, 1129]
article-text: Mr. F. S. M'Donald, of Ekotahuna, has been appointed to succeed Mr. L. R. Reddall as representative for Messrs. Delpratt and Co. in Martinborough. Mr. Reddall has joined the Farmers' Auctioneering Company, of Hastings. — [1701, 1285, 1924, 1329]
dateline: Melbourne, September 5. — [87, 1454, 182, 1464]
article-text: Mr. F. J. Bertram, Te Awamutu, inserts particulars in this issue of a 700-acre grazing property for sale. — [742, 1362, 965, 1383]
